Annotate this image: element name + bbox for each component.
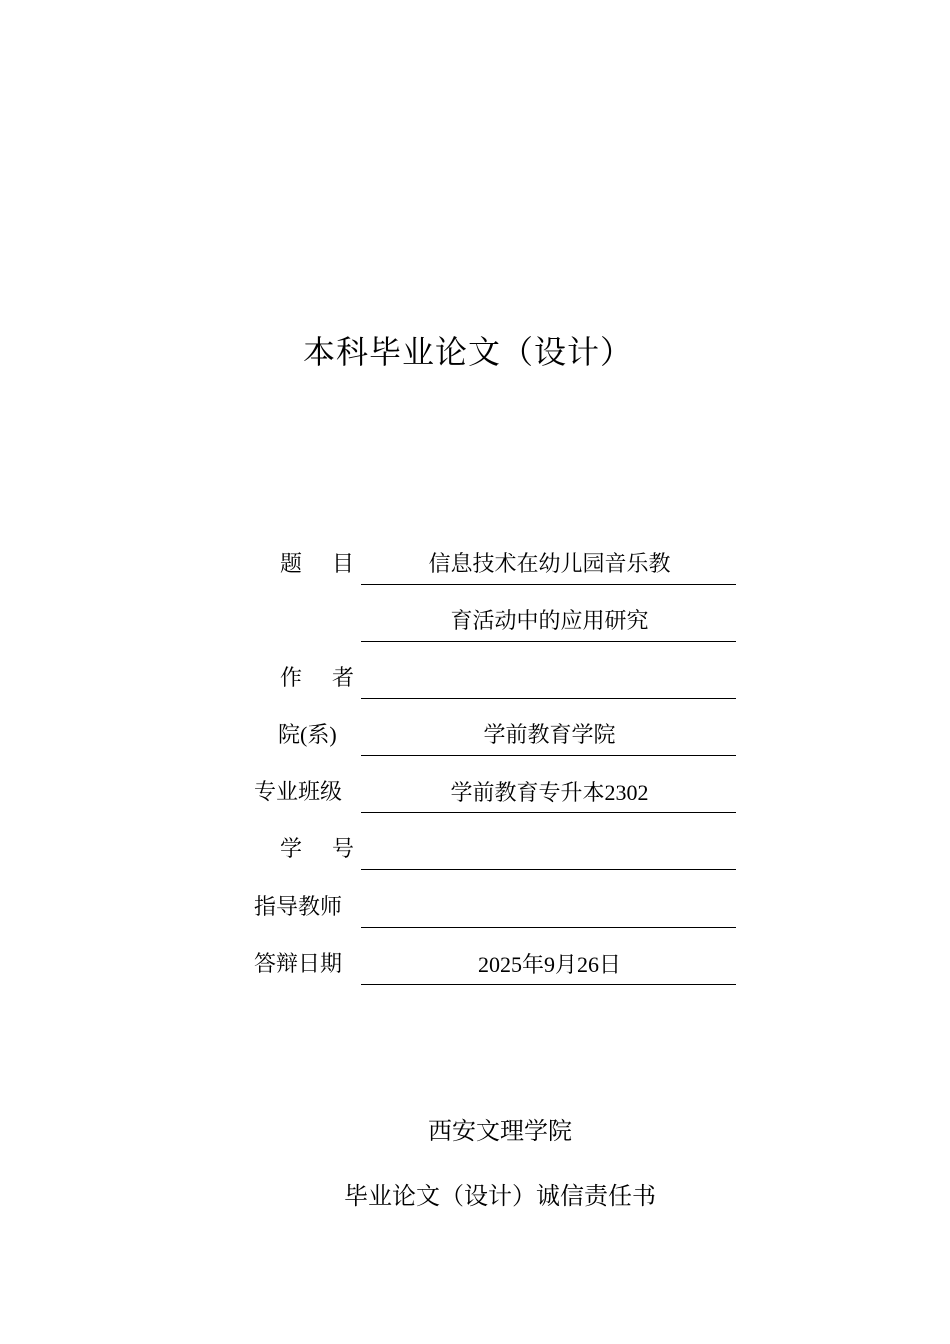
advisor-label: 指导教师 xyxy=(254,895,343,920)
topic-field-line-1 xyxy=(361,551,736,585)
department-label-paren: 系 xyxy=(307,723,330,748)
major-class-field xyxy=(361,779,736,813)
author-label-char-2: 者 xyxy=(331,666,354,691)
department-label: 院(系) xyxy=(278,722,337,748)
defense-date-row xyxy=(0,951,950,985)
student-id-label-char-2: 号 xyxy=(331,837,354,862)
topic-field-line-2 xyxy=(361,608,736,642)
defense-date-value: 2025年9月26日 xyxy=(477,952,621,977)
department-row xyxy=(0,722,950,756)
department-value: 学前教育学院 xyxy=(483,723,616,748)
document-title: 本科毕业论文（设计） xyxy=(302,333,633,371)
topic-value-line-2: 育活动中的应用研究 xyxy=(450,609,649,634)
student-id-label-char-1: 学 xyxy=(280,837,303,862)
major-class-value: 学前教育专升本2302 xyxy=(450,780,649,805)
defense-date-field xyxy=(361,951,736,985)
university-name: 西安文理学院 xyxy=(428,1117,572,1145)
author-row xyxy=(0,665,950,699)
topic-label xyxy=(254,551,354,579)
author-label-char-1: 作 xyxy=(280,666,303,691)
defense-date-label: 答辩日期 xyxy=(254,952,343,977)
department-field xyxy=(361,722,736,756)
author-field xyxy=(361,665,736,699)
student-id-field xyxy=(361,836,736,870)
integrity-statement-title: 毕业论文（设计）诚信责任书 xyxy=(344,1182,656,1210)
topic-label-char-1: 题 xyxy=(280,552,303,577)
major-class-row xyxy=(0,779,950,813)
major-class-label: 专业班级 xyxy=(254,780,343,805)
topic-row-continued xyxy=(0,608,950,642)
author-label xyxy=(254,665,354,693)
advisor-field xyxy=(361,894,736,928)
topic-label-char-2: 目 xyxy=(331,552,354,577)
topic-row xyxy=(0,551,950,585)
student-id-label xyxy=(254,836,354,864)
department-label-main: 院 xyxy=(278,723,301,748)
student-id-row xyxy=(0,836,950,870)
topic-value-line-1: 信息技术在幼儿园音乐教 xyxy=(428,552,671,577)
advisor-row xyxy=(0,894,950,928)
